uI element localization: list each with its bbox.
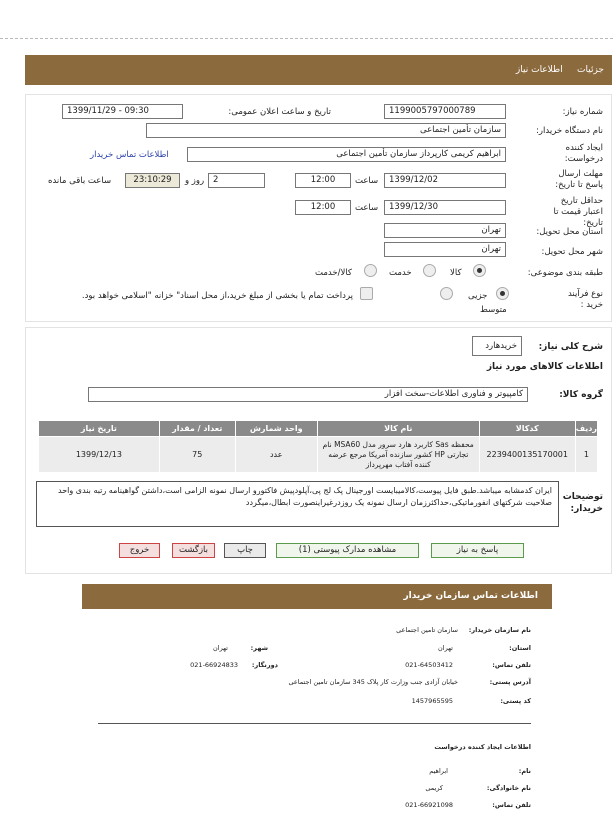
announce-field: 1399/11/29 - 09:30 [62, 104, 183, 119]
validity-label: حداقل تاریخ اعتبار قیمت تا تاریخ: [553, 196, 603, 228]
page-header [25, 55, 612, 85]
contact-header [82, 584, 552, 609]
attachments-button[interactable]: مشاهده مدارک پیوستی (1) [276, 543, 419, 558]
validity-time-field: 12:00 [295, 200, 351, 215]
process-minor-label: جزیی [468, 291, 488, 301]
category-service-label: خدمت [389, 268, 412, 278]
city-field: تهران [384, 242, 506, 257]
exit-button[interactable]: خروج [119, 543, 160, 558]
category-goods-radio[interactable] [473, 264, 486, 277]
creator-first-name-label: نام: [518, 767, 531, 775]
contact-province-label: استان: [509, 644, 531, 652]
creator-phone-value: 021-66921098 [405, 801, 453, 809]
contact-phone-value: 021-64503412 [405, 661, 453, 669]
top-divider [0, 38, 613, 39]
treasury-payment-checkbox[interactable] [360, 287, 373, 300]
process-label: نوع فرآیند خرید : [567, 289, 603, 310]
cell-row: 1 [575, 437, 597, 473]
buyer-label: نام دستگاه خریدار: [536, 126, 603, 136]
buyer-field: سازمان تأمین اجتماعی [146, 123, 506, 138]
deadline-label: مهلت ارسال پاسخ تا تاریخ: [555, 169, 603, 190]
goods-group-field: کامپیوتر و فناوری اطلاعات-سخت افزار [88, 387, 528, 402]
validity-time-label: ساعت [355, 203, 379, 213]
cell-qty: 75 [159, 437, 235, 473]
treasury-payment-note: پرداخت تمام یا بخشی از مبلغ خرید،از محل اسناد" خزانه "اسلامی خواهد بود. [81, 291, 353, 301]
buyer-notes-box: ایران کدمشابه میباشد.طبق فایل پیوست،کالامیبایست اورجینال پک لج پی،آپلودپیش فاکتورو ارسال نمونه الزامی است،داشتن گواهینامه رتبه بندی واحد صلاحیت شرکتهای انفورماتیکی،حداکثرزمان ارسال نمونه یک روزدرغیراینصورت ابطال،میگردد [36, 481, 559, 527]
creator-last-name-value: کریمی [425, 784, 443, 792]
remaining-label: ساعت باقی مانده [48, 176, 112, 186]
creator-last-name-label: نام خانوادگی: [486, 784, 531, 792]
org-name-value: سازمان تامین اجتماعی [396, 626, 458, 634]
back-button[interactable]: بازگشت [172, 543, 215, 558]
day-label: روز و [185, 176, 205, 186]
col-date: تاریخ نیاز [39, 421, 160, 437]
need-number-field: 1199005797000789 [384, 104, 506, 119]
cell-code: 2239400135170001 [479, 437, 575, 473]
category-both-radio[interactable] [364, 264, 377, 277]
buyer-contact-link[interactable]: اطلاعات تماس خریدار [90, 150, 169, 160]
col-unit: واحد شمارش [235, 421, 317, 437]
contact-phone-label: تلفن تماس: [492, 661, 531, 669]
remaining-time-field: 23:10:29 [125, 173, 180, 188]
process-medium-label: متوسط [480, 305, 507, 315]
items-table [38, 420, 598, 473]
contact-address-label: آدرس پستی: [489, 678, 531, 686]
col-qty: تعداد / مقدار [159, 421, 235, 437]
creator-phone-label: تلفن تماس: [492, 801, 531, 809]
deadline-time-field: 12:00 [295, 173, 351, 188]
print-button[interactable]: چاپ [224, 543, 266, 558]
category-label: طبقه بندی موضوعی: [527, 268, 603, 278]
category-both-label: کالا/خدمت [315, 268, 352, 278]
contact-fax-label: دورنگار: [251, 661, 278, 669]
contact-address-value: خیابان آزادی جنب وزارت کار پلاک 345 سازمان تامین اجتماعی [288, 678, 458, 686]
days-left-field: 2 [208, 173, 265, 188]
deadline-time-label: ساعت [355, 176, 379, 186]
province-field: تهران [384, 223, 506, 238]
general-desc-field: خریدهارد [472, 336, 522, 356]
contact-fax-value: 021-66924833 [190, 661, 238, 669]
category-goods-label: کالا [450, 268, 462, 278]
process-medium-radio[interactable] [440, 287, 453, 300]
cell-unit: عدد [235, 437, 317, 473]
goods-info-title: اطلاعات کالاهای مورد نیاز [486, 362, 603, 372]
need-number-label: شماره نیاز: [562, 107, 603, 117]
requester-label: ایجاد کننده درخواست: [564, 143, 603, 164]
goods-group-label: گروه کالا: [559, 390, 603, 400]
cell-date: 1399/12/13 [39, 437, 160, 473]
breadcrumb-need-info[interactable]: اطلاعات نیاز [515, 65, 563, 75]
contact-title: اطلاعات تماس سازمان خریدار [403, 591, 538, 601]
table-row[interactable] [39, 437, 598, 473]
breadcrumb [516, 65, 604, 75]
creator-title: اطلاعات ایجاد کننده درخواست [434, 743, 531, 751]
buyer-notes-label: توضیحات خریدار: [562, 492, 603, 514]
announce-label: تاریخ و ساعت اعلان عمومی: [228, 107, 331, 117]
city-label: شهر محل تحویل: [541, 247, 603, 257]
contact-city-value: تهران [213, 644, 228, 652]
contact-postal-label: کد پستی: [500, 697, 531, 705]
org-name-label: نام سازمان خریدار: [468, 626, 531, 634]
col-row: ردیف [575, 421, 597, 437]
cell-name: محفظه Sas کاربرد هارد سرور مدل MSA60 نام تجارتی HP کشور سازنده آمریکا مرجع عرضه کننده آفتاب مهرپرداز [317, 437, 479, 473]
col-name: نام کالا [317, 421, 479, 437]
creator-first-name-value: ابراهیم [429, 767, 448, 775]
process-minor-radio[interactable] [496, 287, 509, 300]
deadline-date-field: 1399/12/02 [384, 173, 506, 188]
col-code: کدکالا [479, 421, 575, 437]
contact-divider [98, 723, 531, 724]
table-header-row [39, 421, 598, 437]
breadcrumb-details[interactable]: جزئیات [577, 65, 604, 75]
contact-postal-value: 1457965595 [411, 697, 453, 705]
contact-city-label: شهر: [250, 644, 268, 652]
validity-date-field: 1399/12/30 [384, 200, 506, 215]
province-label: استان محل تحویل: [536, 227, 603, 237]
requester-field: ابراهیم کریمی کارپرداز سازمان تأمین اجتماعی [187, 147, 506, 162]
category-service-radio[interactable] [423, 264, 436, 277]
contact-province-value: تهران [438, 644, 453, 652]
general-desc-label: شرح کلی نیاز: [538, 342, 603, 352]
reply-button[interactable]: پاسخ به نیاز [431, 543, 524, 558]
